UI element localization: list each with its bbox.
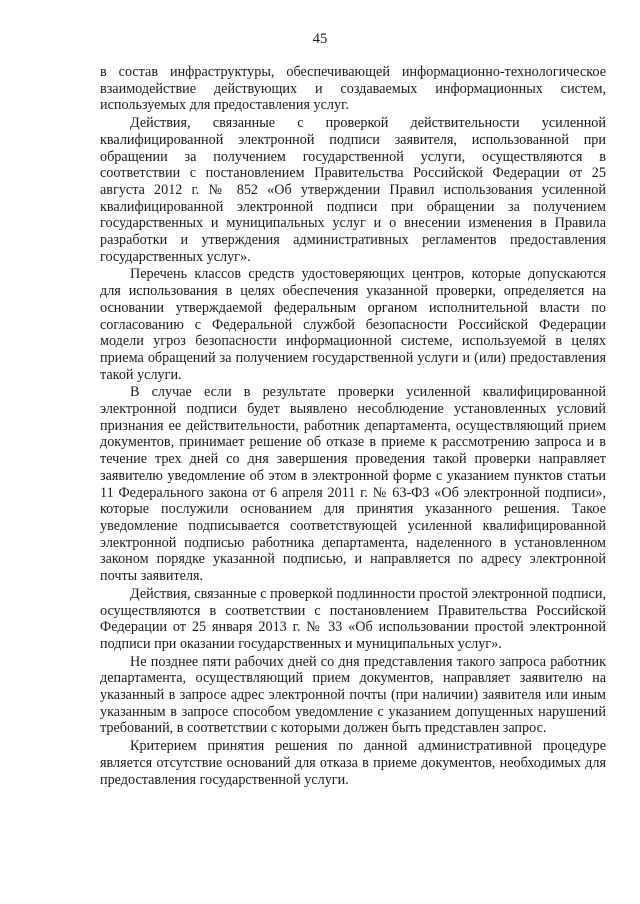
- document-body: [100, 64, 606, 788]
- paragraph-qualified-signature-check: Действия, связанные с проверкой действительности усиленной квалифицированной электронной подписи заявителя, использованной при обращении за получением государственной услуги, осуществляются в соответствии с постановлением Правительства Российской Федерации от 25 августа 2012 г. № 852 «Об утверждении Правил использования усиленной квалифицированной электронной подписи при обращении за получением государственных и муниципальных услуг и о внесении изменения в Правила разработки и утверждения административных регламентов предоставления государственных услуг».: [100, 115, 606, 265]
- paragraph-signature-invalid: В случае если в результате проверки усиленной квалифицированной электронной подписи будет выявлено несоблюдение установленных условий признания ее действительности, работник департамента, осуществляющий прием документов, принимает решение об отказе в приеме к рассмотрению запроса и в течение трех дней со дня завершения проведения такой проверки направляет заявителю уведомление об этом в электронной форме с указанием пунктов статьи 11 Федерального закона от 6 апреля 2011 г. № 63-ФЗ «Об электронной подписи», которые послужили основанием для принятия указанного решения. Такое уведомление подписывается соответствующей усиленной квалифицированной электронной подписью работника департамента, наделенного в установленном законом порядке указанной подписью, и направляется по адресу электронной почты заявителя.: [100, 384, 606, 585]
- paragraph-notification-deadline: Не позднее пяти рабочих дней со дня представления такого запроса работник департамента, осуществляющий прием документов, направляет заявителю на указанный в запросе адрес электронной почты (при наличии) заявителя или иным указанным в запросе способом уведомление с указанием допущенных нарушений требований, в соответствии с которыми должен быть представлен запрос.: [100, 653, 606, 737]
- paragraph-certification-centers: Перечень классов средств удостоверяющих центров, которые допускаются для использования в целях обеспечения указанной проверки, определяется на основании утверждаемой федеральным органом исполнительной власти по согласованию с Федеральной службой безопасности Российской Федерации модели угроз безопасности информационной системе, используемой в целях приема обращений за получением государственной услуги и (или) предоставления такой услуги.: [100, 266, 606, 383]
- paragraph-decision-criterion: Критерием принятия решения по данной административной процедуре является отсутствие оснований для отказа в приеме документов, необходимых для предоставления государственной услуги.: [100, 738, 606, 788]
- paragraph-simple-signature-check: Действия, связанные с проверкой подлинности простой электронной подписи, осуществляются в соответствии с постановлением Правительства Российской Федерации от 25 января 2013 г. № 33 «Об использовании простой электронной подписи при оказании государственных и муниципальных услуг».: [100, 585, 606, 652]
- page-number: 45: [312, 31, 328, 47]
- paragraph-infrastructure-continuation: в состав инфраструктуры, обеспечивающей информационно-технологическое взаимодействие действующих и создаваемых информационных систем, используемых для предоставления услуг.: [100, 64, 606, 114]
